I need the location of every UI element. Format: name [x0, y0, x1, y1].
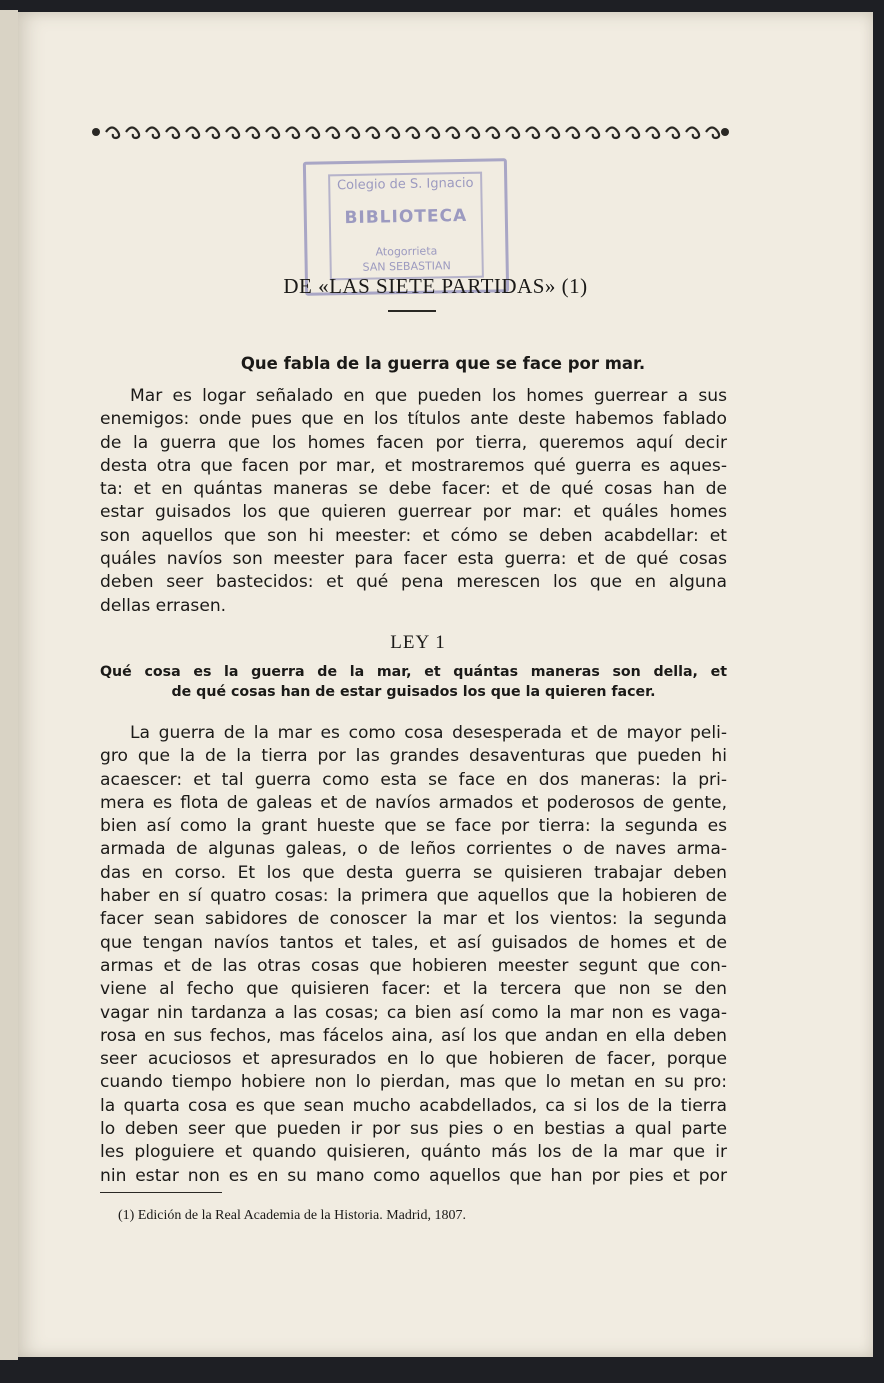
ley-heading: LEY 1 — [390, 632, 446, 653]
text-line: bien así como la grant hueste que se face por tierra: la segunda es — [100, 816, 727, 837]
text-line: acaescer: et tal guerra como esta se face en dos maneras: la pri- — [100, 769, 727, 790]
text-line: que tengan navíos tantos et tales, et así guisados de homes et de — [100, 932, 727, 953]
stamp-line-4: SAN SEBASTIAN — [362, 259, 451, 274]
stamp-line-1: Colegio de S. Ignacio — [336, 175, 474, 194]
book-spine-edge — [0, 10, 18, 1360]
stamp-line-3: Atogorrieta — [375, 244, 438, 259]
text-line: la quarta cosa es que sean mucho acabdellados, ca si los de la tierra — [100, 1095, 727, 1116]
text-line: ta: et en quántas maneras se debe facer: et de qué cosas han de — [100, 479, 727, 500]
text-line: quáles navíos son meester para facer esta guerra: et de qué cosas — [100, 549, 727, 570]
body-paragraph — [100, 722, 727, 1188]
text-line: estar guisados los que quieren guerrear por mar: et quáles homes — [100, 502, 727, 523]
text-line: viene al fecho que quisieren facer: et la tercera que non se den — [100, 979, 727, 1000]
text-line: La guerra de la mar es como cosa desesperada et de mayor peli- — [130, 723, 727, 743]
text-line: son aquellos que son hi meester: et cómo se deben acabdellar: et — [100, 525, 727, 546]
text-line: lo deben seer que pueden ir por sus pies o en bestias a qual parte — [100, 1119, 727, 1140]
stamp-line-2: BIBLIOTECA — [344, 205, 468, 229]
text-line: rosa en sus fechos, mas fácelos aina, así los que andan en ella deben — [100, 1025, 727, 1046]
text-line: enemigos: onde pues que en los títulos ante deste habemos fablado — [100, 409, 727, 430]
text-line: les ploguiere et quando quisieren, quánto más los de la mar que ir — [100, 1142, 727, 1163]
ley-subheading-line-1: Qué cosa es la guerra de la mar, et quántas maneras son della, et — [100, 664, 727, 680]
text-line: facer sean sabidores de conoscer la mar et los vientos: la segunda — [100, 909, 727, 930]
text-line: dellas errasen. — [100, 595, 227, 616]
text-line: deben seer bastecidos: et qué pena merescen los que en alguna — [100, 572, 727, 593]
book-page — [18, 12, 873, 1357]
intro-paragraph — [100, 385, 727, 618]
text-line: seer acuciosos et apresurados en lo que hobieren de facer, porque — [100, 1049, 727, 1070]
text-line: Mar es logar señalado en que pueden los homes guerrear a sus — [130, 386, 727, 406]
text-line: haber en sí quatro cosas: la primera que aquellos que la hobieren de — [100, 886, 727, 907]
text-line: desta otra que facen por mar, et mostraremos qué guerra es aques- — [100, 455, 727, 476]
footnote-rule — [100, 1192, 222, 1193]
text-line: das en corso. Et los que desta guerra se quisieren trabajar deben — [100, 862, 727, 883]
ley-subheading — [100, 662, 727, 702]
section-subtitle: Que fabla de la guerra que se face por mar. — [240, 354, 646, 373]
text-line: de la guerra que los homes facen por tierra, queremos aquí decir — [100, 432, 727, 453]
ley-subheading-line-2: de qué cosas han de estar guisados los que la quieren facer. — [171, 684, 656, 700]
text-line: vagar nin tardanza a las cosas; ca bien así como la mar non es vaga- — [100, 1002, 727, 1023]
text-line: mera es flota de galeas et de navíos armados et poderosos de gente, — [100, 792, 727, 813]
footnote: (1) Edición de la Real Academia de la Historia. Madrid, 1807. — [118, 1208, 466, 1223]
text-line: armada de algunas galeas, o de leños corrientes o de naves arma- — [100, 839, 727, 860]
text-line: nin estar non es en su mano como aquellos que han por pies et por — [100, 1165, 727, 1186]
wave-ornament-border — [88, 120, 733, 144]
text-line: cuando tiempo hobiere non lo pierdan, mas que lo metan en su pro: — [100, 1072, 727, 1093]
title-rule — [388, 310, 436, 312]
text-line: armas et de las otras cosas que hobieren meester segunt que con- — [100, 955, 727, 976]
text-line: gro que la de la tierra por las grandes desaventuras que pueden hi — [100, 746, 727, 767]
chapter-title: DE «LAS SIETE PARTIDAS» (1) — [283, 274, 588, 298]
